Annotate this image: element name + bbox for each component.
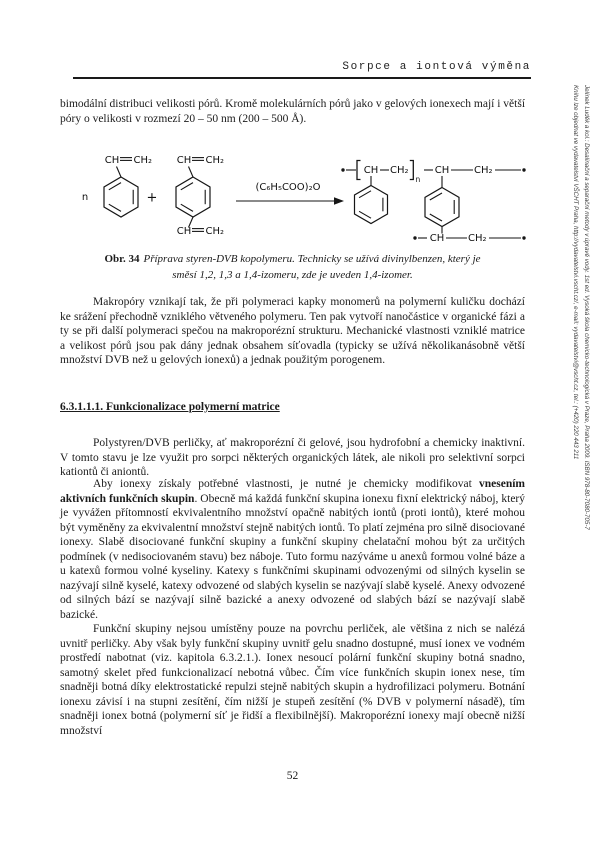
chain-end-dot xyxy=(522,168,525,171)
caption-label: Obr. 34 xyxy=(104,253,140,265)
crosslink-ch-label: CH xyxy=(429,233,445,244)
vinyl-ch-label: CH xyxy=(104,155,120,166)
chain-end-dot xyxy=(522,236,525,239)
chain-ch2-label: CH₂ xyxy=(474,165,493,176)
running-header: Sorpce a iontová výměna xyxy=(342,61,531,73)
divinylbenzene-structure xyxy=(176,155,224,237)
margin-citation-line: Jelínek Luděk a kol.: Desalinační a separační metody v úpravě vody. 1st ed. Vysoká škola chemicko-technologická v Praze, Praha 2009. ISBN 978-80-7080-705-7 xyxy=(583,85,590,530)
caption-line-1: Obr. 34 Příprava styren-DVB kopolymeru. Technicky se užívá divinylbenzen, který je xyxy=(104,253,481,265)
paragraph-bimodal-pores: bimodální distribuci velikosti pórů. Kromě molekulárních pórů jako v gelových ionexech mají i větší póry o velikosti v rozmezí 20 – 50 nm (200 – 500 Å). xyxy=(60,98,526,125)
chain-end-dot xyxy=(413,236,416,239)
dvb-top-ch-label: CH xyxy=(176,155,192,166)
dvb-top-ch2-label: CH₂ xyxy=(205,155,225,166)
styrene-structure xyxy=(82,155,152,217)
section-heading: 6.3.1.1.1. Funkcionalizace polymerní matrice xyxy=(60,401,280,413)
vinyl-ch2-label: CH₂ xyxy=(133,155,153,166)
paragraph-macropores: Makropóry vznikají tak, že při polymeraci kapky monomerů na polymerní kuličku dochází ke srážení přechodně vzniklého větveného polymeru. Ten pak vytvoří nanočástice v organické fázi a ty se při další polymeraci spečou na makroporézní strukturu. Mechanické vlastnosti vzniklé matrice a velikost pórů jsou pak dány jednak obsahem síťovadla (typicky se užívá několikanásobně větší množství DVB než u gelových ionexů) a jednak použitým porogenem. xyxy=(60,296,525,366)
chain-ch-label: CH xyxy=(434,165,450,176)
reaction-arrow xyxy=(236,182,344,205)
caption-line-2: směsí 1,2, 1,3 a 1,4-izomeru, zde je uveden 1,4-izomer. xyxy=(172,268,413,281)
chain-ch2-label: CH₂ xyxy=(390,165,409,176)
reaction-scheme-figure xyxy=(60,143,528,249)
header-rule xyxy=(73,77,531,79)
bold-phrase: vnesením aktivních funkčních skupin xyxy=(60,478,525,505)
margin-order-line: Knihu lze objednat ve vydavatelství VŠCHT Praha, http://vydavatelstvi.vscht.cz/, e-mail: vydavatelstvi@vscht.cz, tel.: (+420) 220 443 211 xyxy=(572,85,580,460)
repeat-bracket-open xyxy=(357,161,361,180)
chain-end-dot xyxy=(341,168,344,171)
copolymer-product-structure xyxy=(341,161,525,245)
paragraph-beads: Polystyren/DVB perličky, ať makroporézní či gelové, jsou hydrofobní a chemicky inaktivní. V tomto stavu je lze využit pro sorpci některých organických látek, ale nikoli pro selektivní sorpci kationtů či aniontů. xyxy=(60,437,525,478)
repeat-subscript-n: n xyxy=(415,175,421,184)
paragraph-functional-groups: Aby ionexy získaly potřebné vlastnosti, je nutné je chemicky modifikovat vnesením aktivních funkčních skupin. Obecně má každá funkční skupina ionexu fixní elektrický náboj, který je vyvážen přítomností ekvivalentního množství opačně nabitých iontů (proti iontů), které mohou být vyměněny za ekvivalentní množství stejně nabitých iontů. To platí zejména pro silně disociované ionexy. Slabě disociované funkční skupiny a funkční skupiny chelatační mohou být za určitých podmínek (v nedisociovaném stavu) bez náboje. Tuto formu nazýváme u anexů formou volné báze a u katexů formou volné kyseliny. Katexy s funkčními skupinami odvozenými od silných kyselin se nazývají silně kyselé, katexy odvozené od slabých kyselin se nazývají slabě kyselé. Anexy odvozené od silných bází se nazývají silně bazické a anexy odvozené od slabých bází se nazývají slabě bazické. xyxy=(60,478,525,621)
chain-ch-label: CH xyxy=(363,165,379,176)
dvb-bottom-ch-label: CH xyxy=(176,226,192,237)
page-number: 52 xyxy=(286,770,299,782)
repeat-bracket-close xyxy=(410,161,414,180)
dvb-bottom-ch2-label: CH₂ xyxy=(205,226,225,237)
paragraph-block xyxy=(60,477,525,738)
arrow-head xyxy=(334,197,344,205)
margin-citation xyxy=(570,85,591,555)
coefficient-n-label: n xyxy=(81,192,89,203)
crosslink-ch2-label: CH₂ xyxy=(468,233,487,244)
figure-caption xyxy=(60,252,525,283)
paragraph-swelling: Funkční skupiny nejsou umístěny pouze na povrchu perliček, ale většina z nich se nalézá uvnitř perličky. Aby však byly funkční skupiny uvnitř gelu snadno dostupné, musí ionex ve vodném prostředí nabotnat (viz. kapitola 6.3.2.1.). Ionex nesoucí polární funkční skupiny botná snadno, samotný skelet před funkcionalizací nebotná vůbec. Čím více funkčních skupin ionex nese, tím snadněji botná díky elektrostatické repulzi stejně nabitých skupin a hydrofilizaci polymeru. Botnání ionexu závisí i na stupni zesítění, čím nižší je stupeň zesítění (% DVB v polymerní násadě), tím snadněji ionex botná (polymerní síť je řidší a flexibilnější). Makroporézní ionexy mají obecně nižší množství xyxy=(60,623,525,737)
reagent-label: (C₆H₅COO)₂O xyxy=(255,182,321,193)
plus-sign: + xyxy=(146,190,158,206)
